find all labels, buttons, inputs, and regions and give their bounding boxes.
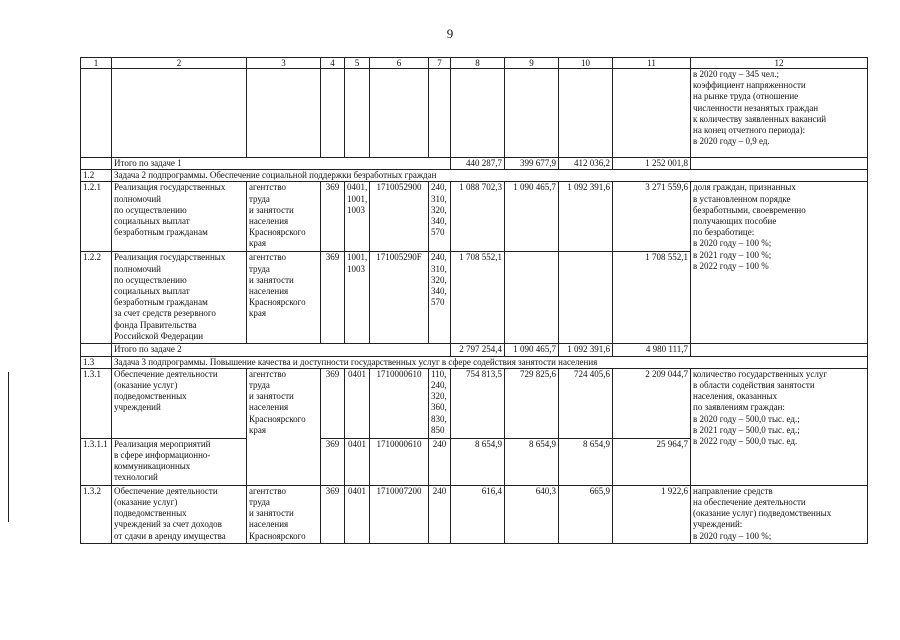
indicator-cell: направление средств на обеспечение деятельности (оказание услуг) подведомственных учреждений: в 2020 году – 100 %; <box>691 485 868 543</box>
value-cell: 1 922,6 <box>613 485 691 543</box>
task-row <box>81 356 868 368</box>
value-cell: 4 980 111,7 <box>613 344 691 356</box>
row-number: 1.3 <box>81 356 112 368</box>
table-row <box>81 69 868 158</box>
value-cell: 1 708 552,1 <box>613 252 691 344</box>
code-cell: 1710000610 <box>370 368 429 438</box>
code-cell: 369 <box>321 252 345 344</box>
code-cell: 0401, 1001, 1003 <box>345 182 370 252</box>
value-cell: 399 677,9 <box>505 158 559 170</box>
row-number: 1.3.1 <box>81 368 112 438</box>
code-cell: 0401 <box>345 438 370 485</box>
header-row <box>81 58 868 69</box>
code-cell: 240 <box>429 438 451 485</box>
code-cell: 240, 310, 320, 340, 570 <box>429 182 451 252</box>
code-cell: 110, 240, 320, 360, 830, 850 <box>429 368 451 438</box>
code-cell: 369 <box>321 182 345 252</box>
total-row <box>81 158 868 170</box>
row-number: 1.3.1.1 <box>81 438 112 485</box>
indicator-cell: в 2020 году – 345 чел.; коэффициент напряженности на рынке труда (отношение численности незанятых граждан к количеству заявленных вакансий на конец отчетного периода): в 2020 году – 0,9 ед. <box>691 69 868 158</box>
header-cell: 12 <box>691 58 868 69</box>
indicator-cell: количество государственных услуг в области содействия занятости населения, оказанных по заявлениям граждан: в 2020 году – 500,0 тыс. ед.; в 2021 году – 500,0 тыс. ед.; в 2022 году – 500,0 тыс. ед. <box>691 368 868 485</box>
value-cell: 1 090 465,7 <box>505 182 559 252</box>
header-cell: 9 <box>505 58 559 69</box>
code-cell: 0401 <box>345 368 370 438</box>
value-cell: 1 092 391,6 <box>559 344 613 356</box>
table-row <box>81 182 868 252</box>
code-cell: 369 <box>321 485 345 543</box>
value-cell: 1 088 702,3 <box>451 182 505 252</box>
measure-name: Реализация государственных полномочий по осуществлению социальных выплат безработным гражданам <box>112 182 247 252</box>
task-title: Задача 3 подпрограммы. Повышение качества и доступности государственных услуг в сфере содействия занятости населения <box>112 356 868 368</box>
value-cell: 1 090 465,7 <box>505 344 559 356</box>
header-cell: 2 <box>112 58 247 69</box>
row-number: 1.2 <box>81 170 112 182</box>
measure-name: Реализация государственных полномочий по осуществлению социальных выплат безработным гражданам за счет средств резервного фонда Правительства Российской Федерации <box>112 252 247 344</box>
agency-cell: агентство труда и занятости населения Красноярского <box>247 485 321 543</box>
task-row <box>81 170 868 182</box>
code-cell: 240, 310, 320, 340, 570 <box>429 252 451 344</box>
header-cell: 1 <box>81 58 112 69</box>
agency-cell: агентство труда и занятости населения Красноярского края <box>247 252 321 344</box>
total-row <box>81 344 868 356</box>
header-cell: 3 <box>247 58 321 69</box>
value-cell: 724 405,6 <box>559 368 613 438</box>
table-row <box>81 368 868 438</box>
value-cell: 25 964,7 <box>613 438 691 485</box>
value-cell <box>559 252 613 344</box>
code-cell: 369 <box>321 438 345 485</box>
value-cell: 2 209 044,7 <box>613 368 691 438</box>
agency-cell: агентство труда и занятости населения Красноярского края <box>247 182 321 252</box>
value-cell <box>505 252 559 344</box>
agency-cell: агентство труда и занятости населения Красноярского края <box>247 368 321 485</box>
value-cell: 1 092 391,6 <box>559 182 613 252</box>
code-cell: 1710000610 <box>370 438 429 485</box>
measure-name: Обеспечение деятельности (оказание услуг) подведомственных учреждений <box>112 368 247 438</box>
margin-rule <box>8 372 9 522</box>
row-number: 1.3.2 <box>81 485 112 543</box>
code-cell: 240 <box>429 485 451 543</box>
value-cell: 729 825,6 <box>505 368 559 438</box>
value-cell: 440 287,7 <box>451 158 505 170</box>
value-cell: 1 708 552,1 <box>451 252 505 344</box>
program-table <box>80 57 868 544</box>
value-cell: 754 813,5 <box>451 368 505 438</box>
task-title: Задача 2 подпрограммы. Обеспечение социальной поддержки безработных граждан <box>112 170 868 182</box>
value-cell: 640,3 <box>505 485 559 543</box>
value-cell: 616,4 <box>451 485 505 543</box>
header-cell: 11 <box>613 58 691 69</box>
value-cell: 3 271 559,6 <box>613 182 691 252</box>
value-cell: 412 036,2 <box>559 158 613 170</box>
value-cell: 1 252 001,8 <box>613 158 691 170</box>
row-number: 1.2.2 <box>81 252 112 344</box>
table-row <box>81 485 868 543</box>
header-cell: 4 <box>321 58 345 69</box>
code-cell: 369 <box>321 368 345 438</box>
total-label: Итого по задаче 1 <box>112 158 451 170</box>
measure-name: Реализация мероприятий в сфере информационно- коммуникационных технологий <box>112 438 247 485</box>
header-cell: 6 <box>370 58 429 69</box>
value-cell: 8 654,9 <box>505 438 559 485</box>
code-cell: 171005290F <box>370 252 429 344</box>
value-cell: 8 654,9 <box>451 438 505 485</box>
page-number: 9 <box>446 26 454 41</box>
header-cell: 7 <box>429 58 451 69</box>
code-cell: 1710007200 <box>370 485 429 543</box>
code-cell: 0401 <box>345 485 370 543</box>
row-number: 1.2.1 <box>81 182 112 252</box>
value-cell: 2 797 254,4 <box>451 344 505 356</box>
code-cell: 1001, 1003 <box>345 252 370 344</box>
header-cell: 8 <box>451 58 505 69</box>
value-cell: 8 654,9 <box>559 438 613 485</box>
header-cell: 5 <box>345 58 370 69</box>
measure-name: Обеспечение деятельности (оказание услуг) подведомственных учреждений за счет доходов от сдачи в аренду имущества <box>112 485 247 543</box>
indicator-cell: доля граждан, признанных в установленном порядке безработными, своевременно получающих пособие по безработице: в 2020 году – 100 %; в 2021 году – 100 %; в 2022 году – 100 % <box>691 182 868 344</box>
header-cell: 10 <box>559 58 613 69</box>
total-label: Итого по задаче 2 <box>112 344 451 356</box>
value-cell: 665,9 <box>559 485 613 543</box>
code-cell: 1710052900 <box>370 182 429 252</box>
